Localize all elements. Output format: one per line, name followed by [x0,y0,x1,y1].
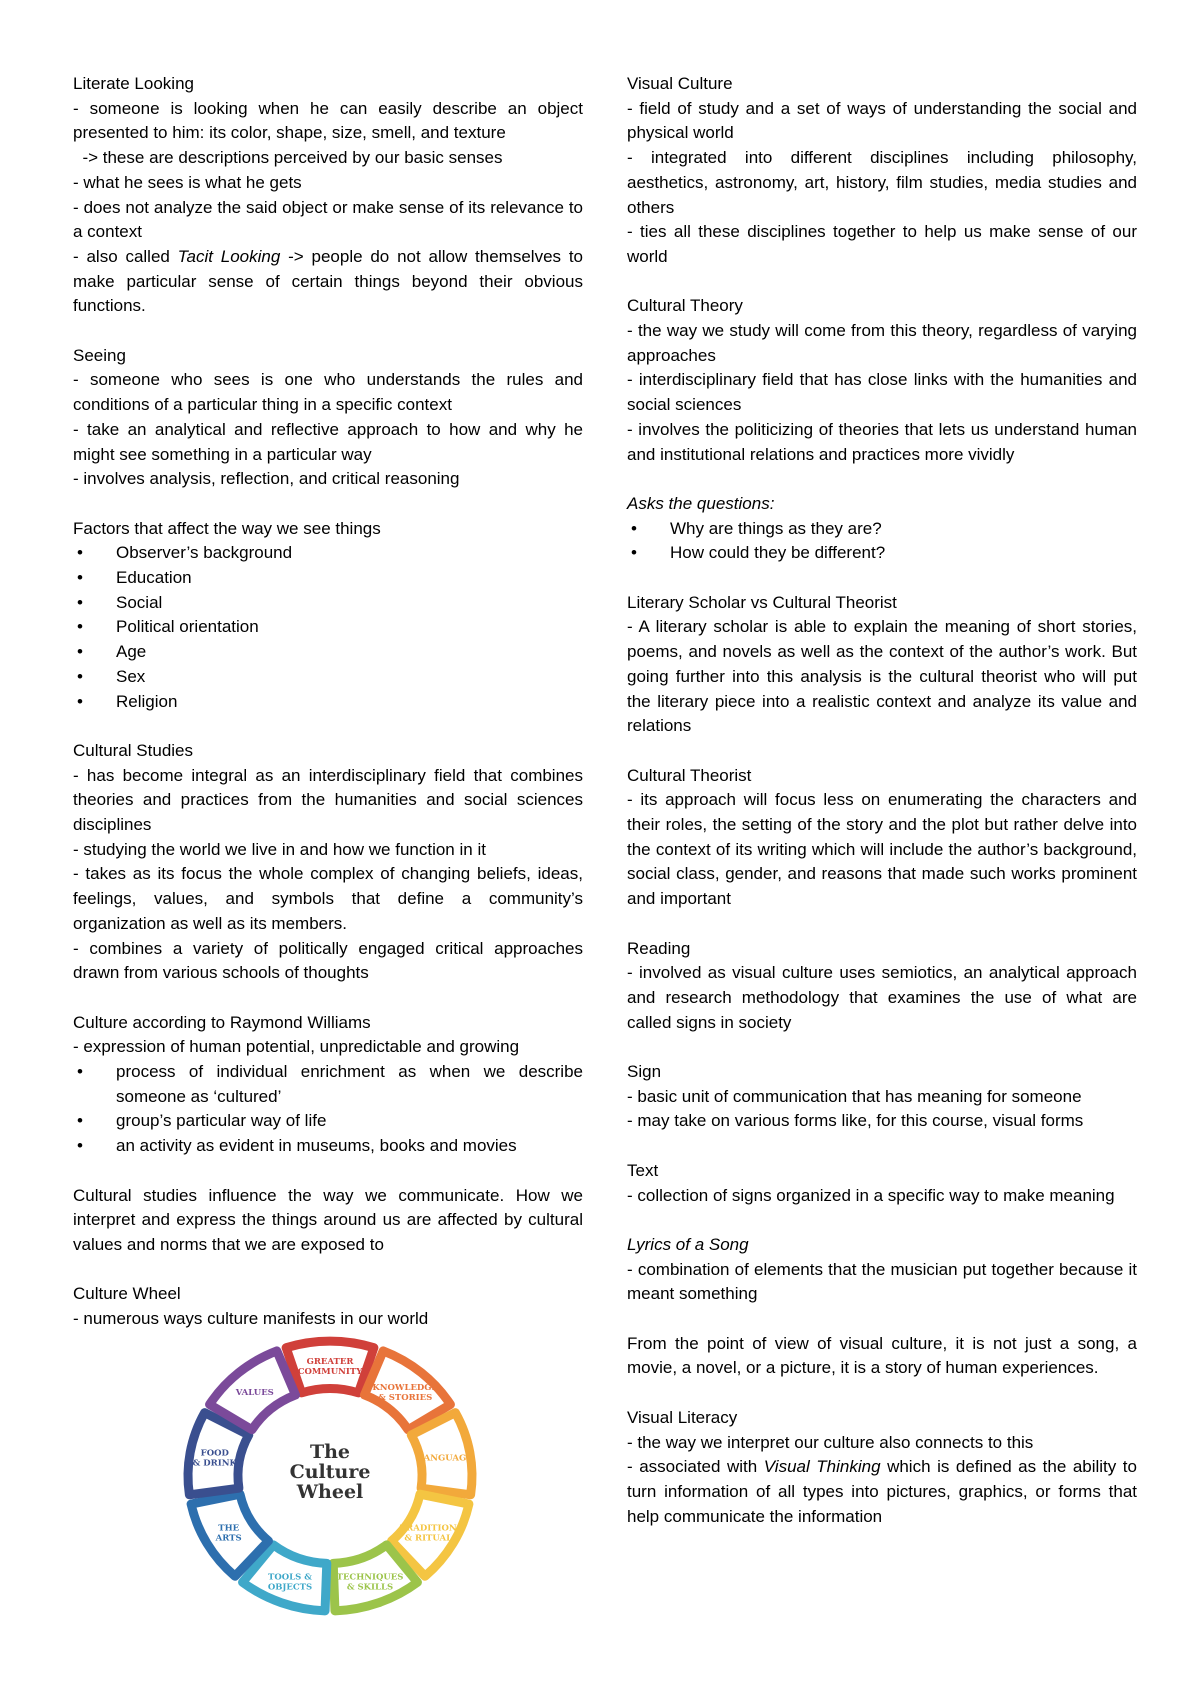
wheel-label-traditions: TRADITIONS [399,1523,463,1534]
paragraph: - expression of human potential, unpredictable and growing [73,1037,520,1057]
paragraph: - combines a variety of politically engaged critical approaches drawn from various schools of thoughts [73,938,583,983]
wheel-center-title: Wheel [296,1481,364,1503]
reading-section [627,937,1137,1036]
influence-section [73,1184,583,1258]
paragraph [627,1455,1137,1529]
italic-term: Visual Thinking [763,1457,881,1477]
section-heading: Reading [627,938,691,958]
williams-section [73,1011,583,1159]
paragraph: - combination of elements that the musician put together because it meant something [627,1259,1137,1304]
paragraph: Cultural studies influence the way we communicate. How we interpret and express the things around us are affected by cultural values and norms that we are exposed to [73,1185,583,1254]
wheel-label-traditions: & RITUALS [404,1533,459,1544]
paragraph: - interdisciplinary field that has close links with the humanities and social sciences [627,370,1137,415]
paragraph: - ties all these disciplines together to help us make sense of our world [627,222,1137,266]
section-heading: Cultural Studies [73,740,194,760]
text-section [627,1159,1137,1208]
section-heading: Visual Culture [627,74,733,93]
paragraph: - has become integral as an interdisciplinary field that combines theories and practices from the humanities and social sciences disciplines [73,765,583,835]
paragraph: - basic unit of communication that has meaning for someone [627,1086,1082,1106]
wheel-label-knowledge: KNOWLEDGE [372,1382,439,1393]
wheel-label-arts: ARTS [215,1533,242,1544]
list-item: • process of individual enrichment as when we describe someone as ‘cultured’ [73,1060,583,1109]
questions-section [627,492,1137,566]
section-heading: Seeing [73,345,126,365]
wheel-label-tools: OBJECTS [267,1582,313,1593]
list-item: • Sex [73,665,583,690]
visual-literacy-section [627,1406,1137,1530]
italic-term: Tacit Looking [177,246,281,266]
wheel-label-values: VALUES [235,1387,274,1398]
paragraph: - someone who sees is one who understands the rules and conditions of a particular thing in a specific context [73,370,583,415]
wheel-center-title: The [309,1441,351,1463]
literate-looking-section [73,72,583,319]
paragraph: - involved as visual culture uses semiotics, an analytical approach and research methodology that examines the use of what are called signs in society [627,963,1137,1032]
wheel-label-language: LANGUAGE [417,1453,473,1464]
wheel-label-community: GREATER [306,1356,354,1367]
list-item: • an activity as evident in museums, books and movies [73,1134,583,1159]
section-heading: Literary Scholar vs Cultural Theorist [627,592,897,612]
culture-wheel-section [73,1282,583,1331]
text-run: -> people do not allow themselves to make particular sense of certain things beyond their obvious functions. [73,246,583,316]
wheel-label-food: FOOD [200,1448,229,1459]
text-run: which is defined as the ability to turn information of all types into pictures, graphics, or forms that help communicate the information [627,1457,1137,1526]
list-item: • How could they be different? [627,541,1137,566]
paragraph: - involves the politicizing of theories that lets us understand human and institutional relations and practices more vividly [627,419,1137,464]
paragraph: From the point of view of visual culture, it is not just a song, a movie, a novel, or a picture, it is a story of human experiences. [627,1333,1137,1378]
list-item: • Political orientation [73,615,583,640]
paragraph: - involves analysis, reflection, and critical reasoning [73,469,460,489]
paragraph [73,245,583,319]
paragraph: - field of study and a set of ways of understanding the social and physical world [627,98,1137,143]
theorist-section [627,764,1137,912]
right-column [627,72,1137,1529]
cultural-studies-section [73,739,583,986]
paragraph: - someone is looking when he can easily describe an object presented to him: its color, shape, size, smell, and texture [73,98,583,143]
bullet-list [73,1060,583,1159]
paragraph: - A literary scholar is able to explain the meaning of short stories, poems, and novels as well as the context of the author’s work. But going further into this analysis is the cultural theorist who will put the literary piece into a realistic context and analyze its value and relations [627,617,1137,736]
list-item: • Age [73,640,583,665]
paragraph: - numerous ways culture manifests in our world [73,1309,429,1329]
paragraph: - integrated into different disciplines including philosophy, aesthetics, astronomy, art, history, film studies, media studies and others [627,148,1137,217]
section-heading: Sign [627,1062,662,1082]
list-item: • Education [73,566,583,591]
text-run: - also called [73,246,178,266]
bullet-list [73,541,583,714]
wheel-label-food: & DRINK [192,1458,237,1469]
paragraph: - takes as its focus the whole complex of changing beliefs, ideas, feelings, values, and symbols that define a community’s organization as well as its members. [73,864,583,933]
paragraph: - its approach will focus less on enumerating the characters and their roles, the setting of the story and the plot but rather delve into the context of its writing which will include the author’s background, social class, gender, and reasons that made such works prominent and important [627,790,1137,909]
wheel-label-techniques: & SKILLS [346,1582,394,1593]
pov-section [627,1332,1137,1381]
lyrics-section [627,1233,1137,1307]
paragraph: - collection of signs organized in a specific way to make meaning [627,1185,1115,1205]
wheel-label-techniques: TECHNIQUES [336,1572,404,1583]
cultural-theory-section [627,294,1137,467]
paragraph: - the way we interpret our culture also connects to this [627,1432,1034,1452]
wheel-center-title: Culture [289,1461,371,1483]
text-run: - associated with [627,1457,764,1477]
culture-wheel-diagram [145,1330,515,1616]
section-heading: Factors that affect the way we see things [73,518,381,538]
section-heading: Text [627,1160,659,1180]
list-item: • group’s particular way of life [73,1109,583,1134]
section-heading: Cultural Theory [627,296,743,316]
section-heading: Literate Looking [73,74,194,93]
factors-section [73,517,583,715]
paragraph: - take an analytical and reflective approach to how and why he might see something in a particular way [73,419,583,464]
paragraph: - what he sees is what he gets [73,172,302,192]
bullet-list [627,517,1137,566]
paragraph: - the way we study will come from this theory, regardless of varying approaches [627,321,1137,365]
left-column [73,72,583,1332]
paragraph: - may take on various forms like, for this course, visual forms [627,1111,1084,1131]
visual-culture-section [627,72,1137,270]
section-heading: Culture Wheel [73,1284,181,1304]
wheel-label-community: COMMUNITY [297,1366,363,1377]
scholar-section [627,591,1137,739]
list-item: • Why are things as they are? [627,517,1137,542]
wheel-label-tools: TOOLS & [268,1572,312,1583]
seeing-section [73,344,583,492]
paragraph: -> these are descriptions perceived by our basic senses [73,148,503,168]
section-heading: Culture according to Raymond Williams [73,1012,371,1032]
sign-section [627,1060,1137,1134]
list-item: • Social [73,591,583,616]
section-heading: Visual Literacy [627,1407,738,1427]
list-item: • Observer’s background [73,541,583,566]
section-heading: Asks the questions: [627,493,775,513]
wheel-label-knowledge: & STORIES [378,1392,433,1403]
wheel-label-arts: THE [218,1523,240,1534]
paragraph: - studying the world we live in and how we function in it [73,839,486,859]
section-heading: Lyrics of a Song [627,1234,749,1254]
section-heading: Cultural Theorist [627,765,752,785]
paragraph: - does not analyze the said object or make sense of its relevance to a context [73,197,583,242]
list-item: • Religion [73,690,583,715]
